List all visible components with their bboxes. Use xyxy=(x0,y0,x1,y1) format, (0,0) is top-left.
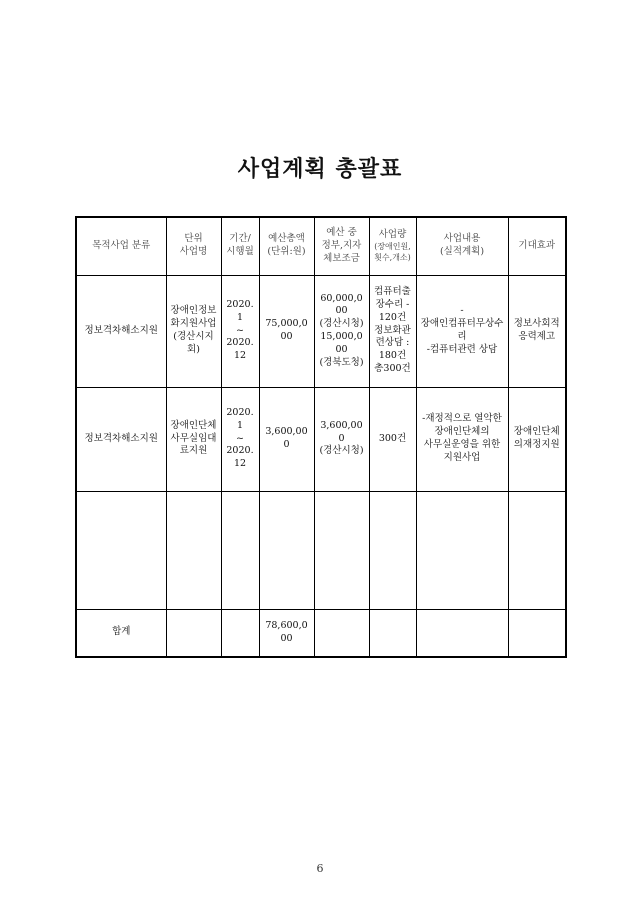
header-period-line2: 시행월 xyxy=(226,246,254,258)
row1-content xyxy=(416,275,508,387)
total-subsidy xyxy=(314,609,369,657)
header-category: 목적사업 분류 xyxy=(76,217,166,275)
table-row xyxy=(76,387,566,491)
header-effect: 기대효과 xyxy=(508,217,566,275)
row2-effect: 장애인단체의재정지원 xyxy=(508,387,566,491)
total-volume xyxy=(369,609,416,657)
row3-budget xyxy=(259,491,314,609)
row1-period-sep: ~ xyxy=(236,324,244,336)
row3-content xyxy=(416,491,508,609)
table-row xyxy=(76,275,566,387)
row2-period-end: 2020.12 xyxy=(226,445,254,470)
row2-period xyxy=(221,387,259,491)
header-content xyxy=(416,217,508,275)
row3-period xyxy=(221,491,259,609)
header-period-line1: 기간/ xyxy=(229,233,251,245)
header-subsidy-line1: 예산 중 xyxy=(326,227,357,239)
header-budget-line1: 예산총액 xyxy=(268,233,305,245)
row1-effect: 정보사회적응력제고 xyxy=(508,275,566,387)
header-volume-line3: 횟수,개소) xyxy=(374,252,411,262)
row2-period-sep: ~ xyxy=(236,432,244,444)
row1-period-end: 2020.12 xyxy=(226,337,254,362)
row1-subsidy-amount-2: 15,000,000 xyxy=(320,331,363,355)
total-effect xyxy=(508,609,566,657)
row2-subsidy xyxy=(314,387,369,491)
table-row-empty xyxy=(76,491,566,609)
header-period xyxy=(221,217,259,275)
row1-budget: 75,000,000 xyxy=(259,275,314,387)
page-number: 6 xyxy=(316,862,324,875)
row3-unit-name xyxy=(166,491,221,609)
header-unit-name xyxy=(166,217,221,275)
row2-period-start: 2020.1 xyxy=(226,406,254,431)
row1-unit-name: 장애인정보화지원사업(경산시지회) xyxy=(166,275,221,387)
row1-subsidy-amount-1: 60,000,000 xyxy=(320,292,363,317)
row3-volume xyxy=(369,491,416,609)
header-row xyxy=(76,217,566,275)
header-content-line2: (실적계획) xyxy=(439,246,485,258)
header-volume-line1: 사업량 xyxy=(378,229,407,241)
row1-period xyxy=(221,275,259,387)
row2-subsidy-amount: 3,600,000 xyxy=(320,419,363,444)
row1-content-line1: -장애인컴퓨터무상수리 xyxy=(420,305,504,342)
row2-volume: 300건 xyxy=(369,387,416,491)
header-volume-line2: (장애인원, xyxy=(374,241,411,251)
header-volume xyxy=(369,217,416,275)
page-title: 사업계획 총괄표 xyxy=(237,157,403,182)
row1-content-line2: -컴퓨터관련 상담 xyxy=(426,343,498,355)
header-subsidy-line3: 체보조금 xyxy=(323,252,360,264)
row1-subsidy-source-1: (경산시청) xyxy=(319,318,364,330)
row1-category: 정보격차해소지원 xyxy=(76,275,166,387)
business-plan-table xyxy=(75,216,567,658)
total-unit-name xyxy=(166,609,221,657)
row2-content: -재정적으로 열악한 장애인단체의 사무실운영을 위한 지원사업 xyxy=(416,387,508,491)
row1-subsidy xyxy=(314,275,369,387)
header-content-line1: 사업내용 xyxy=(443,233,481,245)
total-label: 합계 xyxy=(76,609,166,657)
row2-category: 정보격차해소지원 xyxy=(76,387,166,491)
total-content xyxy=(416,609,508,657)
total-row xyxy=(76,609,566,657)
row2-subsidy-source: (경산시청) xyxy=(319,445,364,457)
header-budget xyxy=(259,217,314,275)
row3-category xyxy=(76,491,166,609)
row1-subsidy-source-2: (경북도청) xyxy=(319,356,364,368)
header-unit-name-line2: 사업명 xyxy=(179,246,208,258)
row2-budget: 3,600,000 xyxy=(259,387,314,491)
row1-volume: 컴퓨터출장수리 - 120건 정보화관련상담 : 180건 총300건 xyxy=(369,275,416,387)
header-subsidy-line2: 정부,지자 xyxy=(321,239,362,251)
header-budget-line2: (단위:원) xyxy=(267,246,306,258)
row2-unit-name: 장애인단체사무실임대료지원 xyxy=(166,387,221,491)
row1-period-start: 2020.1 xyxy=(226,298,254,323)
row3-subsidy xyxy=(314,491,369,609)
header-subsidy xyxy=(314,217,369,275)
header-unit-name-line1: 단위 xyxy=(184,233,203,245)
total-period xyxy=(221,609,259,657)
row3-effect xyxy=(508,491,566,609)
total-budget: 78,600,000 xyxy=(259,609,314,657)
